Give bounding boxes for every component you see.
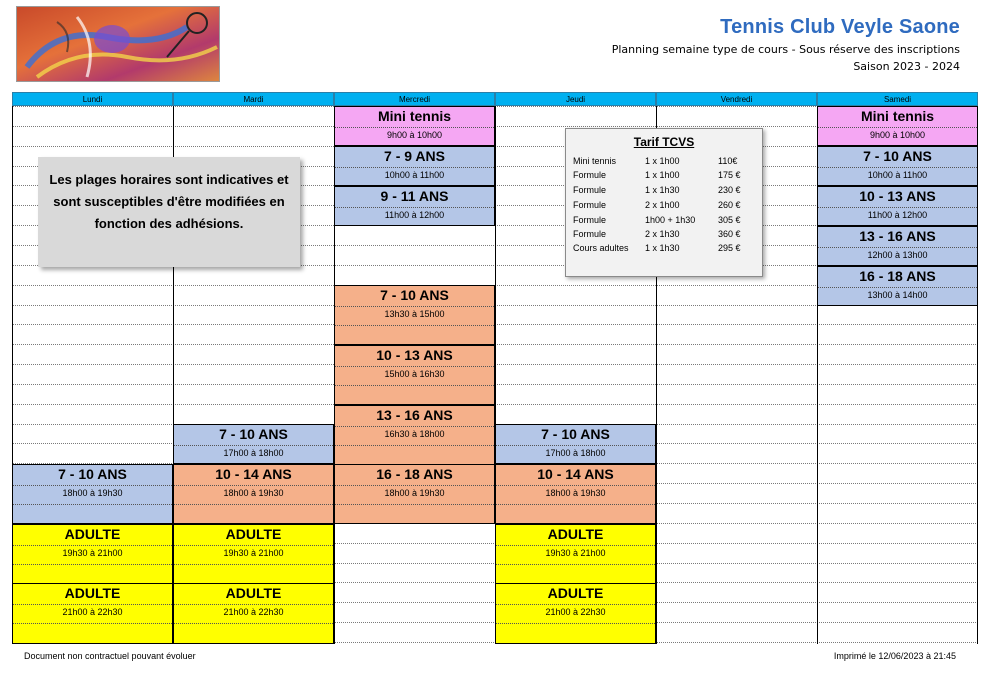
tarif-formula: 1 x 1h30	[645, 243, 680, 253]
session-block	[495, 583, 656, 644]
session-name: ADULTE	[225, 585, 282, 601]
session-block	[495, 424, 656, 464]
session-name: 16 - 18 ANS	[376, 466, 453, 482]
session-block	[817, 226, 978, 266]
session-time: 13h30 à 15h00	[384, 309, 445, 319]
session-time: 11h00 à 12h00	[867, 210, 928, 220]
tarif-label: Formule	[573, 170, 607, 180]
footer-disclaimer: Document non contractuel pouvant évoluer	[24, 651, 196, 661]
tarif-label: Formule	[573, 229, 607, 239]
session-time: 18h00 à 19h30	[62, 488, 123, 498]
session-block	[173, 424, 334, 464]
session-block	[334, 405, 495, 465]
day-header-lundi: Lundi	[12, 92, 173, 106]
session-time: 17h00 à 18h00	[223, 448, 284, 458]
session-block	[495, 524, 656, 584]
session-name: ADULTE	[547, 526, 604, 542]
tarif-box	[565, 128, 763, 277]
session-name: 7 - 10 ANS	[58, 466, 127, 482]
tarif-formula: 1 x 1h00	[645, 156, 680, 166]
club-logo-painting	[16, 6, 220, 82]
day-header-samedi: Samedi	[817, 92, 978, 106]
tarif-price: 110€	[718, 156, 738, 166]
session-block	[334, 106, 495, 146]
day-header-mercredi: Mercredi	[334, 92, 495, 106]
session-block	[334, 186, 495, 226]
tarif-price: 175 €	[718, 170, 741, 180]
session-block	[334, 464, 495, 524]
session-name: 9 - 11 ANS	[380, 188, 449, 204]
tarif-formula: 2 x 1h30	[645, 229, 680, 239]
tarif-label: Formule	[573, 185, 607, 195]
session-time: 19h30 à 21h00	[223, 548, 284, 558]
footer-print-date: Imprimé le 12/06/2023 à 21:45	[833, 651, 956, 661]
session-time: 17h00 à 18h00	[545, 448, 606, 458]
session-block	[495, 464, 656, 524]
tarif-label: Formule	[573, 200, 607, 210]
tarif-price: 305 €	[718, 215, 741, 225]
tarif-label: Cours adultes	[573, 243, 629, 253]
session-time: 18h00 à 19h30	[223, 488, 284, 498]
session-name: 10 - 14 ANS	[215, 466, 292, 482]
session-time: 9h00 à 10h00	[386, 130, 443, 140]
session-time: 21h00 à 22h30	[545, 607, 606, 617]
session-block	[817, 186, 978, 226]
session-time: 10h00 à 11h00	[867, 170, 928, 180]
session-block	[173, 524, 334, 584]
session-block	[334, 285, 495, 345]
session-time: 19h30 à 21h00	[62, 548, 123, 558]
session-block	[12, 583, 173, 644]
session-name: 7 - 10 ANS	[863, 148, 932, 164]
session-name: ADULTE	[225, 526, 282, 542]
session-time: 21h00 à 22h30	[62, 607, 123, 617]
session-block	[817, 106, 978, 146]
session-name: ADULTE	[64, 526, 121, 542]
session-time: 11h00 à 12h00	[384, 210, 445, 220]
session-time: 13h00 à 14h00	[867, 290, 928, 300]
session-name: 7 - 9 ANS	[384, 148, 445, 164]
session-name: 7 - 10 ANS	[219, 426, 288, 442]
session-block	[334, 146, 495, 186]
tarif-formula: 1 x 1h30	[645, 185, 680, 195]
tarif-price: 260 €	[718, 200, 741, 210]
session-time: 18h00 à 19h30	[545, 488, 606, 498]
session-time: 21h00 à 22h30	[223, 607, 284, 617]
tarif-price: 360 €	[718, 229, 741, 239]
session-block	[173, 464, 334, 524]
session-time: 12h00 à 13h00	[867, 250, 928, 260]
session-name: 10 - 13 ANS	[376, 347, 453, 363]
tarif-formula: 1h00 + 1h30	[645, 215, 696, 225]
session-name: 7 - 10 ANS	[380, 287, 449, 303]
session-block	[334, 345, 495, 405]
session-time: 16h30 à 18h00	[384, 429, 445, 439]
tarif-price: 230 €	[718, 185, 741, 195]
session-name: 13 - 16 ANS	[859, 228, 936, 244]
session-name: Mini tennis	[377, 108, 452, 124]
session-time: 19h30 à 21h00	[545, 548, 606, 558]
session-name: 10 - 14 ANS	[537, 466, 614, 482]
session-name: ADULTE	[64, 585, 121, 601]
tarif-formula: 2 x 1h00	[645, 200, 680, 210]
notice-box: Les plages horaires sont indicatives et sont susceptibles d'être modifiées en fonction des adhésions.	[38, 157, 300, 267]
session-block	[817, 146, 978, 186]
tarif-label: Formule	[573, 215, 607, 225]
season-label: Saison 2023 - 2024	[853, 60, 960, 73]
session-name: 16 - 18 ANS	[859, 268, 936, 284]
session-name: 7 - 10 ANS	[541, 426, 610, 442]
session-block	[12, 464, 173, 524]
tarif-label: Mini tennis	[573, 156, 617, 166]
session-time: 18h00 à 19h30	[384, 488, 445, 498]
tarif-price: 295 €	[718, 243, 741, 253]
page-title: Tennis Club Veyle Saone	[720, 16, 960, 38]
session-time: 10h00 à 11h00	[384, 170, 445, 180]
session-time: 15h00 à 16h30	[384, 369, 445, 379]
session-name: 10 - 13 ANS	[859, 188, 936, 204]
day-header-mardi: Mardi	[173, 92, 334, 106]
day-header-vendredi: Vendredi	[656, 92, 817, 106]
session-name: 13 - 16 ANS	[376, 407, 453, 423]
session-block	[12, 524, 173, 584]
tarif-title: Tarif TCVS	[633, 135, 695, 149]
session-time: 9h00 à 10h00	[869, 130, 926, 140]
day-header-jeudi: Jeudi	[495, 92, 656, 106]
session-name: ADULTE	[547, 585, 604, 601]
session-block	[817, 266, 978, 306]
page-subtitle: Planning semaine type de cours - Sous réserve des inscriptions	[611, 43, 960, 56]
session-name: Mini tennis	[860, 108, 935, 124]
session-block	[173, 583, 334, 644]
tarif-formula: 1 x 1h00	[645, 170, 680, 180]
